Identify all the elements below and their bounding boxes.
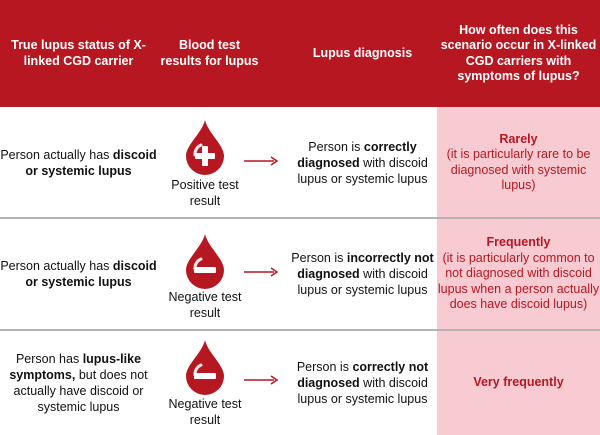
diagnosis-text: Person is: [296, 360, 353, 374]
frequency-label: Rarely: [499, 131, 538, 146]
lupus-status-cell: [0, 219, 157, 329]
status-text-tail: but does not actually have discoid or systemic lupus: [13, 368, 148, 414]
frequency-label: Very frequently: [473, 375, 564, 390]
status-text: Person actually has: [0, 147, 113, 162]
diagnosis-text: Person is: [308, 139, 364, 154]
diagnosis-text-tail: with discoid lupus or systemic lupus: [297, 155, 428, 186]
right-arrow-icon: [243, 267, 279, 277]
test-result-label: Negative test result: [168, 397, 242, 427]
blood-drop-minus-icon: [182, 233, 228, 289]
blood-drop-plus-icon: [182, 119, 228, 175]
status-text: Person has: [15, 352, 83, 366]
diagnosis-emphasis: correctly diagnosed: [297, 139, 417, 170]
test-result-label: Positive test result: [171, 178, 239, 208]
right-arrow-icon: [243, 156, 279, 166]
test-result-label: Negative test result: [168, 290, 242, 320]
status-emphasis: lupus-like symptoms,: [9, 352, 142, 382]
scenario-row: [0, 219, 600, 329]
diagnosis-cell: [290, 219, 435, 329]
diagnosis-cell: [290, 107, 435, 218]
lupus-status-cell: [0, 107, 157, 218]
diagnosis-text: Person is: [291, 251, 347, 265]
diagnosis-cell: [290, 331, 435, 435]
diagnosis-emphasis: incorrectly not diagnosed: [297, 251, 434, 281]
header-blood-test: Blood test results for lupus: [160, 38, 259, 68]
frequency-label: Frequently: [486, 235, 551, 250]
scenario-row: [0, 107, 600, 218]
frequency-cell: [437, 219, 600, 329]
diagnosis-text-tail: with discoid lupus or systemic lupus: [297, 376, 428, 406]
frequency-cell: [437, 107, 600, 218]
right-arrow-icon: [243, 375, 279, 385]
frequency-cell: [437, 331, 600, 435]
diagnosis-text-tail: with discoid lupus or systemic lupus: [297, 267, 428, 297]
frequency-note: (it is particularly rare to be diagnosed with systemic lupus): [446, 147, 591, 192]
status-emphasis: discoid or systemic lupus: [25, 259, 157, 289]
frequency-note: (it is particularly common to not diagnosed with discoid lupus when a person actually does have discoid lupus): [437, 250, 600, 312]
header-frequency: How often does this scenario occur in X-linked CGD carriers with symptoms of lupus?: [440, 22, 597, 83]
status-emphasis: discoid or systemic lupus: [25, 147, 157, 178]
blood-drop-minus-icon: [182, 339, 228, 395]
header-lupus-status: True lupus status of X-linked CGD carrier: [11, 38, 146, 68]
lupus-status-cell: [0, 331, 157, 435]
table-header: [0, 0, 600, 107]
status-text: Person actually has: [0, 259, 113, 273]
header-diagnosis: Lupus diagnosis: [312, 45, 413, 60]
scenario-row: [0, 331, 600, 435]
diagnosis-emphasis: correctly not diagnosed: [297, 360, 429, 390]
